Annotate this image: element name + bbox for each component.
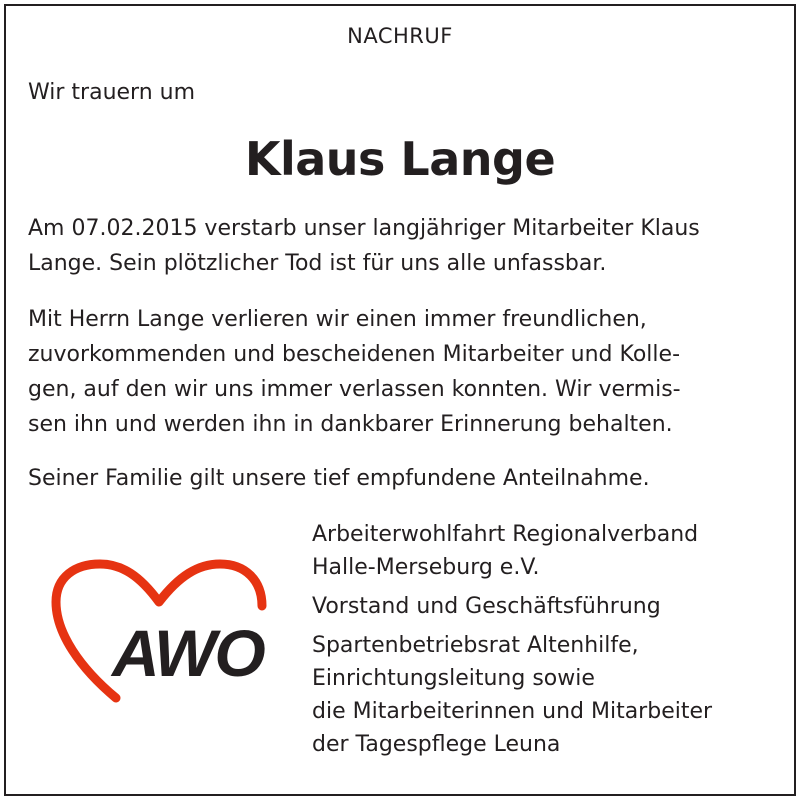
awo-logo <box>50 558 268 708</box>
paragraph-line: Mit Herrn Lange verlieren wir einen immer freundlichen, <box>28 307 647 332</box>
notice-header: NACHRUF <box>347 24 453 48</box>
signature-block <box>312 518 784 761</box>
signature-staff-line: der Tagespflege Leuna <box>312 732 561 757</box>
intro-line: Wir trauern um <box>28 80 196 105</box>
awo-logo-text: AWO <box>112 616 264 690</box>
signature-staff-line: die Mitarbeiterinnen und Mitarbeiter <box>312 699 713 724</box>
paragraph-line: sen ihn und werden ihn in dankbarer Erinnerung behalten. <box>28 412 673 437</box>
paragraph-line: gen, auf den wir uns immer verlassen konnten. Wir vermis- <box>28 377 681 402</box>
paragraph-death-announcement <box>28 211 776 281</box>
signature-org-line: Arbeiterwohlfahrt Regionalverband <box>312 522 699 547</box>
paragraph-line: Am 07.02.2015 verstarb unser langjähriger Mitarbeiter Klaus <box>28 216 700 241</box>
obituary-notice <box>4 4 796 796</box>
paragraph-line: Seiner Familie gilt unsere tief empfundene Anteilnahme. <box>28 466 650 491</box>
signature-board: Vorstand und Geschäftsführung <box>312 594 661 619</box>
signature-org-line: Halle-Merseburg e.V. <box>312 555 540 580</box>
paragraph-line: Lange. Sein plötzlicher Tod ist für uns alle unfassbar. <box>28 251 607 276</box>
paragraph-line: zuvorkommenden und bescheidenen Mitarbeiter und Kolle- <box>28 342 681 367</box>
paragraph-condolence <box>28 461 776 496</box>
paragraph-tribute <box>28 302 776 442</box>
deceased-name: Klaus Lange <box>244 132 556 186</box>
signature-staff-line: Spartenbetriebsrat Altenhilfe, <box>312 633 639 658</box>
signature-staff-line: Einrichtungsleitung sowie <box>312 666 595 691</box>
